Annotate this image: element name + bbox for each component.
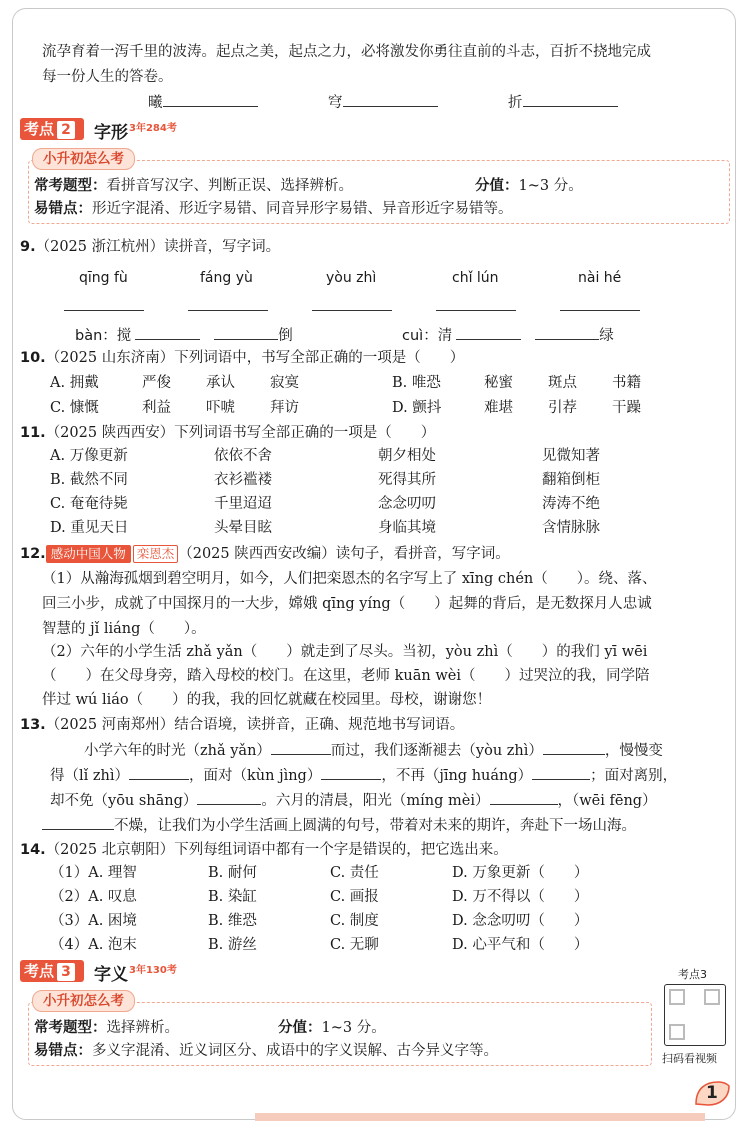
exam-errors: 易错点：多义字混淆、近义词区分、成语中的字义误解、古今异义字等。 bbox=[34, 1043, 498, 1059]
answer-blank[interactable] bbox=[271, 740, 331, 755]
q9-cui: cuì：清 绿 bbox=[402, 325, 614, 346]
answer-blank[interactable] bbox=[490, 790, 558, 805]
q14-group-2[interactable]: （2）A. 叹息 B. 染缸 C. 画报 D. 万不得以（ ） bbox=[50, 889, 589, 905]
q11-option-a[interactable]: A. 万像更新 依依不舍 朝夕相处 见微知著 bbox=[50, 448, 600, 464]
q12-p2-line3: 伴过 wú liáo（ ）的我，我的回忆就藏在校园里。母校，谢谢您！ bbox=[42, 692, 492, 708]
q13-line3: 却不免（yōu shāng） 。六月的清晨，阳光（míng mèi） ，（wēi fēng） bbox=[50, 790, 657, 811]
q14-group-3[interactable]: （3）A. 困境 B. 维恐 C. 制度 D. 念念叨叨（ ） bbox=[50, 913, 589, 929]
q13-line1: 小学六年的时光（zhǎ yǎn） 而过，我们逐渐褪去（yòu zhì） ，慢慢变 bbox=[84, 740, 663, 761]
q12-p1-line2: 回三小步，成就了中国探月的一大步，嫦娥 qīng yíng（ ）起舞的背后，是无数探月人忠诚 bbox=[42, 596, 652, 612]
answer-line[interactable] bbox=[188, 310, 268, 311]
answer-blank[interactable] bbox=[532, 765, 590, 780]
q12-p2-line2: （ ）在父母身旁，踏入母校的校门。在这里，老师 kuān wèi（ ）过哭泣的我，同学陪 bbox=[42, 668, 650, 684]
exam-score: 分值：1~3 分。 bbox=[475, 178, 583, 194]
q10-option-a[interactable]: A. 拥戴 严俊 承认 寂寞 bbox=[50, 375, 299, 391]
intro-blank-2 bbox=[328, 92, 438, 113]
answer-line[interactable] bbox=[312, 310, 392, 311]
section-badge: 考点 2 bbox=[20, 118, 84, 140]
char-label: 曦 bbox=[148, 95, 163, 111]
q12-p1-line1: （1）从瀚海孤烟到碧空明月，如今，人们把栾恩杰的名字写上了 xīng chén（ ）。绕、落、 bbox=[42, 571, 657, 587]
q10-option-d[interactable]: D. 颤抖 难堪 引荐 干躁 bbox=[392, 400, 641, 416]
exam-tag: 小升初怎么考 bbox=[32, 148, 135, 170]
exam-types: 常考题型：看拼音写汉字、判断正误、选择辨析。 bbox=[34, 178, 353, 194]
qr-label-bottom: 扫码看视频 bbox=[662, 1052, 717, 1065]
section-title: 字义$^{3年130考}$ bbox=[94, 965, 177, 985]
answer-blank[interactable] bbox=[456, 325, 521, 340]
q13-line4: 不燥，让我们为小学生活画上圆满的句号，带着对未来的期许，奔赴下一场山海。 bbox=[42, 815, 636, 836]
answer-blank[interactable] bbox=[214, 325, 278, 340]
intro-blank-3 bbox=[508, 92, 618, 113]
answer-blank[interactable] bbox=[543, 740, 605, 755]
answer-line[interactable] bbox=[64, 310, 144, 311]
answer-blank[interactable] bbox=[135, 325, 200, 340]
exam-types: 常考题型：选择辨析。 bbox=[34, 1020, 179, 1036]
q9-ban: bàn：搅 倒 bbox=[75, 325, 293, 346]
pinyin-1: qīng fù bbox=[79, 270, 128, 286]
person-badge: 栾恩杰 bbox=[133, 545, 179, 563]
pinyin-5: nài hé bbox=[578, 270, 622, 286]
answer-blank[interactable] bbox=[321, 765, 381, 780]
answer-blank[interactable] bbox=[343, 92, 438, 107]
qr-code[interactable] bbox=[664, 984, 726, 1046]
q13-line2: 得（lǐ zhì） ，面对（kùn jìng） ，不再（jīng huáng） ；面对离别， bbox=[50, 765, 677, 786]
q14-group-4[interactable]: （4）A. 泡末 B. 游丝 C. 无聊 D. 心平气和（ ） bbox=[50, 937, 589, 953]
question-9: 9.（2025 浙江杭州）读拼音，写字词。 bbox=[20, 239, 281, 255]
pinyin-3: yòu zhì bbox=[326, 270, 377, 286]
q11-option-d[interactable]: D. 重见天日 头晕目眩 身临其境 含情脉脉 bbox=[50, 520, 600, 536]
section-title: 字形$^{3年284考}$ bbox=[94, 123, 177, 143]
question-11: 11.（2025 陕西西安）下列词语书写全部正确的一项是（ ） bbox=[20, 425, 436, 441]
exam-errors: 易错点：形近字混淆、形近字易错、同音异形字易错、异音形近字易错等。 bbox=[34, 201, 513, 217]
page-number: 1 bbox=[706, 1083, 718, 1103]
exam-score: 分值：1~3 分。 bbox=[278, 1020, 386, 1036]
intro-blank-1 bbox=[148, 92, 258, 113]
q10-option-c[interactable]: C. 慷慨 利益 吓唬 拜访 bbox=[50, 400, 299, 416]
pinyin-4: chǐ lún bbox=[452, 270, 499, 286]
page-number-badge bbox=[692, 1078, 732, 1108]
answer-blank[interactable] bbox=[523, 92, 618, 107]
q14-group-1[interactable]: （1）A. 理智 B. 耐何 C. 责任 D. 万象更新（ ） bbox=[50, 865, 589, 881]
q12-p2-line1: （2）六年的小学生活 zhǎ yǎn（ ）就走到了尽头。当初，yòu zhì（ ）的我们 yī wēi bbox=[42, 644, 648, 660]
char-label: 折 bbox=[508, 95, 523, 111]
q12-p1-line3: 智慧的 jǐ liáng（ ）。 bbox=[42, 621, 206, 637]
pinyin-2: fáng yù bbox=[200, 270, 253, 286]
topic-badge: 感动中国人物 bbox=[46, 545, 131, 563]
section-badge: 考点 3 bbox=[20, 960, 84, 982]
q11-option-b[interactable]: B. 截然不同 衣衫褴褛 死得其所 翻箱倒柜 bbox=[50, 472, 600, 488]
section-stat: 3年130考 bbox=[129, 965, 177, 977]
question-12: 12. 感动中国人物 栾恩杰 （2025 陕西西安改编）读句子，看拼音，写字词。 bbox=[20, 546, 510, 562]
answer-line[interactable] bbox=[560, 310, 640, 311]
answer-blank[interactable] bbox=[535, 325, 599, 340]
footer-bar bbox=[255, 1113, 705, 1121]
section-stat: 3年284考 bbox=[129, 123, 177, 135]
intro-line-2: 每一份人生的答卷。 bbox=[42, 69, 173, 85]
qr-label-top: 考点3 bbox=[678, 968, 707, 981]
question-10: 10.（2025 山东济南）下列词语中，书写全部正确的一项是（ ） bbox=[20, 350, 465, 366]
q11-option-c[interactable]: C. 奄奄待毙 千里迢迢 念念叨叨 涛涛不绝 bbox=[50, 496, 600, 512]
intro-line-1: 流孕育着一泻千里的波涛。起点之美，起点之力，必将激发你勇往直前的斗志，百折不挠地完成 bbox=[42, 44, 651, 60]
answer-line[interactable] bbox=[436, 310, 516, 311]
answer-blank[interactable] bbox=[42, 815, 114, 830]
question-13: 13.（2025 河南郑州）结合语境，读拼音，正确、规范地书写词语。 bbox=[20, 717, 465, 733]
answer-blank[interactable] bbox=[163, 92, 258, 107]
answer-blank[interactable] bbox=[197, 790, 261, 805]
question-14: 14.（2025 北京朝阳）下列每组词语中都有一个字是错误的，把它选出来。 bbox=[20, 842, 508, 858]
answer-blank[interactable] bbox=[129, 765, 189, 780]
q10-option-b[interactable]: B. 唯恐 秘蜜 斑点 书籍 bbox=[392, 375, 641, 391]
qr-pattern-icon bbox=[665, 985, 724, 1044]
char-label: 穹 bbox=[328, 95, 343, 111]
exam-tag: 小升初怎么考 bbox=[32, 990, 135, 1012]
